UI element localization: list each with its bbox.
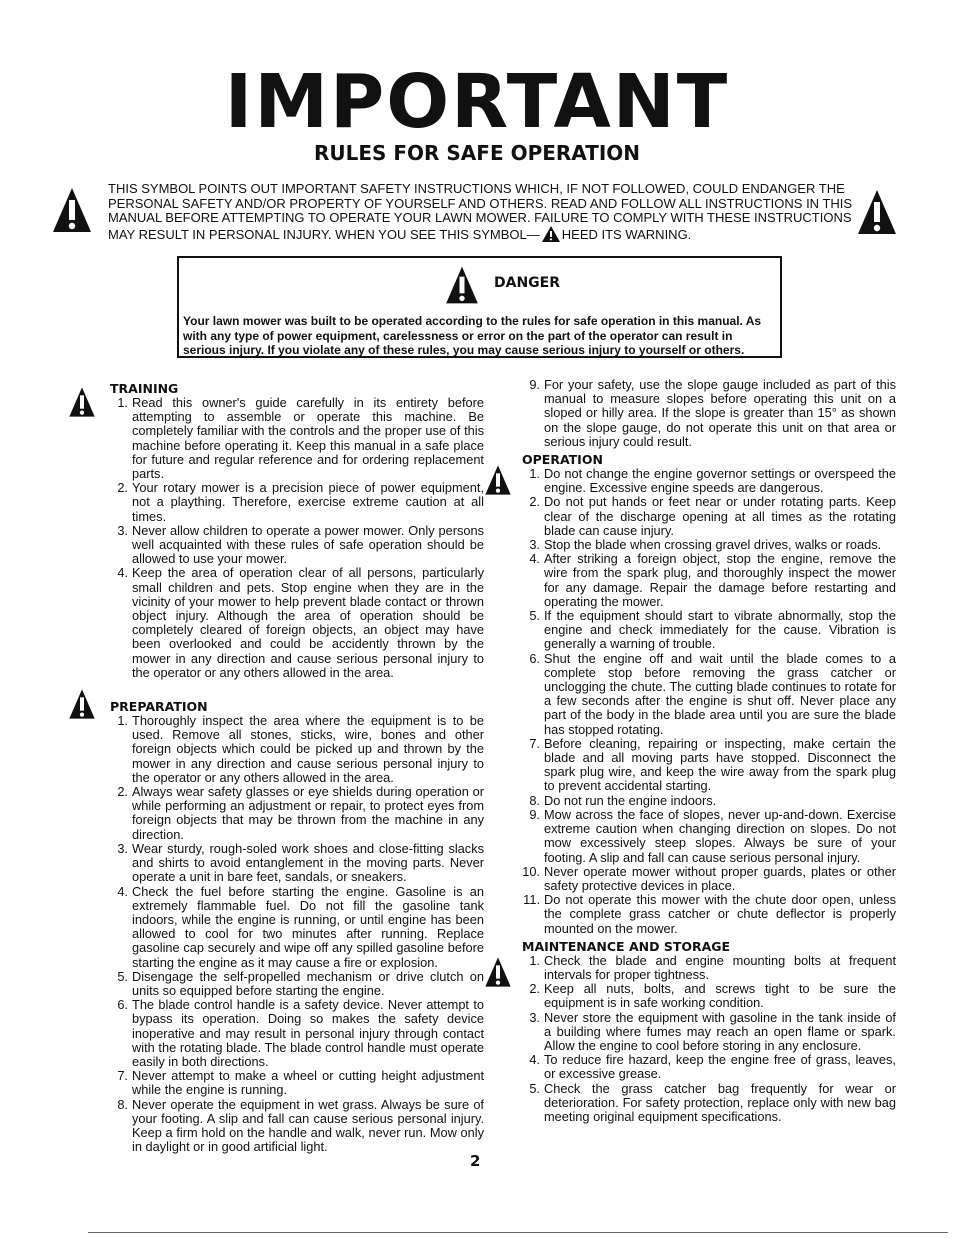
item-text: Shut the engine off and wait until the blade comes to a complete stop before removing the grass catcher or unclogging the chute. The cutting blade continues to rotate for a few seconds after the engine is shut off. Never place any part of the body in the blade area until you are sure the blade has stopped rotating. bbox=[544, 650, 896, 737]
item-number: 2. bbox=[529, 981, 540, 997]
item-text: Do not put hands or feet near or under rotating parts. Keep clear of the discharge opening at all times as the rotating blade can cause injury. bbox=[544, 494, 896, 538]
list-item bbox=[110, 970, 484, 998]
item-text: Stop the blade when crossing gravel drives, walks or roads. bbox=[544, 537, 882, 553]
intro-text: THIS SYMBOL POINTS OUT IMPORTANT SAFETY INSTRUCTIONS WHICH, IF NOT FOLLOWED, COULD ENDANGER THE PERSONAL SAFETY AND/OR PROPERTY OF YOURSELF AND OTHERS. READ AND FOLLOW ALL INSTRUCTIONS IN THIS MANUAL BEFORE ATTEMPTING TO OPERATE YOUR LAWN MOWER. FAILURE TO COMPLY WITH THESE INSTRUCTIONS MAY RESULT IN PERSONAL INJURY. WHEN YOU SEE THIS SYMBOL— bbox=[108, 181, 853, 242]
item-number: 6. bbox=[117, 997, 128, 1013]
list-item bbox=[110, 481, 484, 524]
section-title-operation: OPERATION bbox=[522, 452, 603, 468]
list-item bbox=[110, 885, 484, 970]
item-text: Disengage the self-propelled mechanism or drive clutch on units so equipped before starting the engine. bbox=[132, 968, 484, 998]
item-text: Mow across the face of slopes, never up-and-down. Exercise extreme caution when changing direction on slopes. Do not mow excessively steep slopes. Always be sure of your footing. A slip and fall can cause serious personal injury. bbox=[544, 806, 896, 865]
item-text: After striking a foreign object, stop the engine, remove the wire from the spark plug, and thoroughly inspect the mower for any damage. Repair the damage before restarting and operating the mower. bbox=[544, 551, 896, 609]
item-text: Never operate the equipment in wet grass. Always be sure of your footing. A slip and fall can cause serious personal injury. Keep a firm hold on the handle and walk, never run. Mow only in daylight or in good artificial light. bbox=[132, 1096, 484, 1155]
danger-label: DANGER bbox=[494, 275, 561, 291]
item-number: 1. bbox=[529, 466, 540, 482]
item-text: The blade control handle is a safety device. Never attempt to bypass its operation. Doing so makes the safety device inoperative and may result in personal injury through contact with the rotating blade. The blade control handle must operate easily in both directions. bbox=[132, 997, 484, 1069]
item-text: Keep all nuts, bolts, and screws tight to be sure the equipment is in safe working condition. bbox=[544, 981, 896, 1011]
item-text: Keep the area of operation clear of all persons, particularly small children and pets. Stop engine when they are in the vicinity of your mower to help prevent blade contact or thrown object injury. Although the area of operation should be completely cleared of foreign objects, an object may have been overlooked and could be accidently thrown by the mower in any direction and cause serious personal injury to the operator or any others allowed in the area. bbox=[132, 565, 484, 680]
item-text: Wear sturdy, rough-soled work shoes and close-fitting slacks and shirts to avoid entanglement in the moving parts. Never operate a unit in bare feet, sandals, or sneakers. bbox=[132, 840, 484, 885]
item-text: Never attempt to make a wheel or cutting height adjustment while the engine is running. bbox=[132, 1068, 484, 1098]
item-number: 5. bbox=[117, 968, 128, 984]
item-number: 3. bbox=[117, 522, 128, 538]
item-number: 4. bbox=[529, 1052, 540, 1068]
item-text: Never operate mower without proper guards, plates or other safety protective devices in place. bbox=[544, 863, 896, 893]
list-item bbox=[522, 982, 896, 1010]
list-item bbox=[522, 467, 896, 495]
danger-text: Your lawn mower was built to be operated according to the rules for safe operation in this manual. As with any type of power equipment, carelessness or error on the part of the operator can result in serious injury. If you violate any of these rules, you may cause serious injury to yourself or others. bbox=[183, 314, 762, 357]
item-text: Read this owner's guide carefully in its entirety before attempting to assemble or operate this machine. Be completely familiar with the controls and the proper use of this machine before operating it. Keep this manual in a safe place for future and regular reference and for ordering replacement parts. bbox=[132, 395, 484, 482]
intro-paragraph bbox=[108, 182, 856, 242]
item-number: 10. bbox=[522, 863, 540, 879]
item-number: 1. bbox=[529, 952, 540, 968]
warning-icon bbox=[484, 956, 512, 988]
right-column bbox=[522, 378, 896, 1124]
item-number: 8. bbox=[529, 792, 540, 808]
section-title-maintenance: MAINTENANCE AND STORAGE bbox=[522, 938, 731, 954]
page-title: IMPORTANT bbox=[224, 59, 730, 145]
list-item bbox=[522, 865, 896, 893]
item-text: Never store the equipment with gasoline in the tank inside of a building where fumes may reach an open flame or spark. Allow the engine to cool before storing in any enclosure. bbox=[544, 1009, 896, 1053]
item-text: Do not change the engine governor settings or overspeed the engine. Excessive engine speeds are dangerous. bbox=[544, 466, 896, 496]
warning-icon bbox=[445, 265, 479, 305]
warning-icon bbox=[857, 188, 897, 236]
list-item bbox=[522, 1011, 896, 1054]
item-text: Your rotary mower is a precision piece of power equipment, not a plaything. Therefore, exercise extreme caution at all times. bbox=[132, 480, 484, 524]
item-number: 3. bbox=[117, 840, 128, 856]
warning-icon bbox=[68, 688, 96, 720]
preparation-list bbox=[110, 714, 484, 1154]
list-item bbox=[522, 1082, 896, 1125]
list-item bbox=[522, 808, 896, 865]
item-number: 7. bbox=[529, 735, 540, 751]
item-text: To reduce fire hazard, keep the engine free of grass, leaves, or excessive grease. bbox=[544, 1052, 896, 1082]
list-item bbox=[522, 652, 896, 737]
intro-text-end: HEED ITS WARNING. bbox=[561, 226, 692, 242]
item-text: Check the fuel before starting the engine. Gasoline is an extremely flammable fuel. Do not fill the gasoline tank indoors, while the engine is running, or until engine has been allowed to cool for two minutes after running. Replace gasoline cap securely and wipe off any spilled gasoline before starting the engine as it may cause a fire or explosion. bbox=[132, 883, 484, 970]
list-item bbox=[522, 378, 896, 449]
page-number: 2 bbox=[470, 1152, 481, 1170]
item-text: Thoroughly inspect the area where the equipment is to be used. Remove all stones, sticks, wire, bones and other foreign objects which could be picked up and thrown by the mower in any direction and cause serious personal injury to the operator or any others allowed in the area. bbox=[132, 713, 484, 785]
item-number: 5. bbox=[529, 1080, 540, 1096]
item-number: 9. bbox=[529, 806, 540, 822]
item-number: 11. bbox=[523, 892, 540, 908]
list-item bbox=[110, 396, 484, 481]
warning-icon bbox=[542, 226, 560, 242]
item-number: 9. bbox=[529, 377, 540, 392]
list-item bbox=[110, 842, 484, 885]
operation-list bbox=[522, 467, 896, 936]
list-item bbox=[110, 714, 484, 785]
list-item bbox=[110, 785, 484, 842]
item-text: Check the blade and engine mounting bolts at frequent intervals for proper tightness. bbox=[544, 952, 896, 982]
item-text: If the equipment should start to vibrate abnormally, stop the engine and check immediately for the cause. Vibration is generally a warning of trouble. bbox=[544, 608, 896, 652]
item-number: 4. bbox=[117, 565, 128, 581]
page-subtitle: RULES FOR SAFE OPERATION bbox=[313, 141, 641, 165]
item-number: 2. bbox=[529, 494, 540, 510]
list-item bbox=[110, 998, 484, 1069]
list-item bbox=[522, 954, 896, 982]
training-list bbox=[110, 396, 484, 680]
section-title-preparation: PREPARATION bbox=[110, 699, 208, 715]
warning-icon bbox=[68, 386, 96, 418]
item-text: Check the grass catcher bag frequently for wear or deterioration. For safety protection, replace only with new bag meeting original equipment specifications. bbox=[544, 1080, 896, 1124]
item-number: 2. bbox=[117, 784, 128, 800]
list-item bbox=[522, 609, 896, 652]
list-item bbox=[110, 566, 484, 680]
item-number: 1. bbox=[117, 713, 128, 729]
list-item bbox=[522, 1053, 896, 1081]
list-item bbox=[522, 737, 896, 794]
list-item bbox=[522, 495, 896, 538]
list-item bbox=[522, 552, 896, 609]
item-text: For your safety, use the slope gauge included as part of this manual to measure slopes before operating this unit on a sloped or hilly area. If the slope is greater than 15° as shown on the slope gauge, do not operate this unit on that area or serious injury could result. bbox=[544, 377, 896, 449]
item-number: 1. bbox=[117, 395, 128, 410]
maintenance-list bbox=[522, 954, 896, 1124]
list-item bbox=[110, 524, 484, 567]
preparation-list-continued bbox=[522, 378, 896, 449]
list-item bbox=[522, 538, 896, 552]
left-column bbox=[110, 382, 484, 1154]
item-number: 4. bbox=[529, 551, 540, 567]
warning-icon bbox=[52, 186, 92, 234]
item-number: 8. bbox=[117, 1096, 128, 1112]
bottom-rule bbox=[88, 1232, 948, 1233]
item-text: Always wear safety glasses or eye shields during operation or while performing an adjustment or repair, to protect eyes from foreign objects that may be thrown from the machine in any direction. bbox=[132, 784, 484, 842]
item-number: 3. bbox=[529, 1009, 540, 1025]
item-number: 7. bbox=[117, 1068, 128, 1084]
list-item bbox=[522, 794, 896, 808]
list-item bbox=[110, 1069, 484, 1097]
item-text: Do not run the engine indoors. bbox=[544, 792, 717, 808]
section-title-training: TRAINING bbox=[110, 381, 179, 396]
item-number: 4. bbox=[117, 883, 128, 899]
item-number: 2. bbox=[117, 480, 128, 496]
item-number: 6. bbox=[529, 650, 540, 666]
warning-icon bbox=[484, 464, 512, 496]
item-number: 5. bbox=[529, 608, 540, 624]
item-text: Before cleaning, repairing or inspecting, make certain the blade and all moving parts have stopped. Disconnect the spark plug wire, and keep the wire away from the spark plug to prevent accidental starting. bbox=[544, 735, 896, 794]
list-item bbox=[522, 893, 896, 936]
list-item bbox=[110, 1098, 484, 1155]
item-text: Never allow children to operate a power mower. Only persons well acquainted with these rules of safe operation should be allowed to use your mower. bbox=[132, 522, 484, 567]
item-text: Do not operate this mower with the chute door open, unless the complete grass catcher or chute deflector is properly mounted on the mower. bbox=[544, 892, 896, 936]
item-number: 3. bbox=[529, 537, 540, 553]
